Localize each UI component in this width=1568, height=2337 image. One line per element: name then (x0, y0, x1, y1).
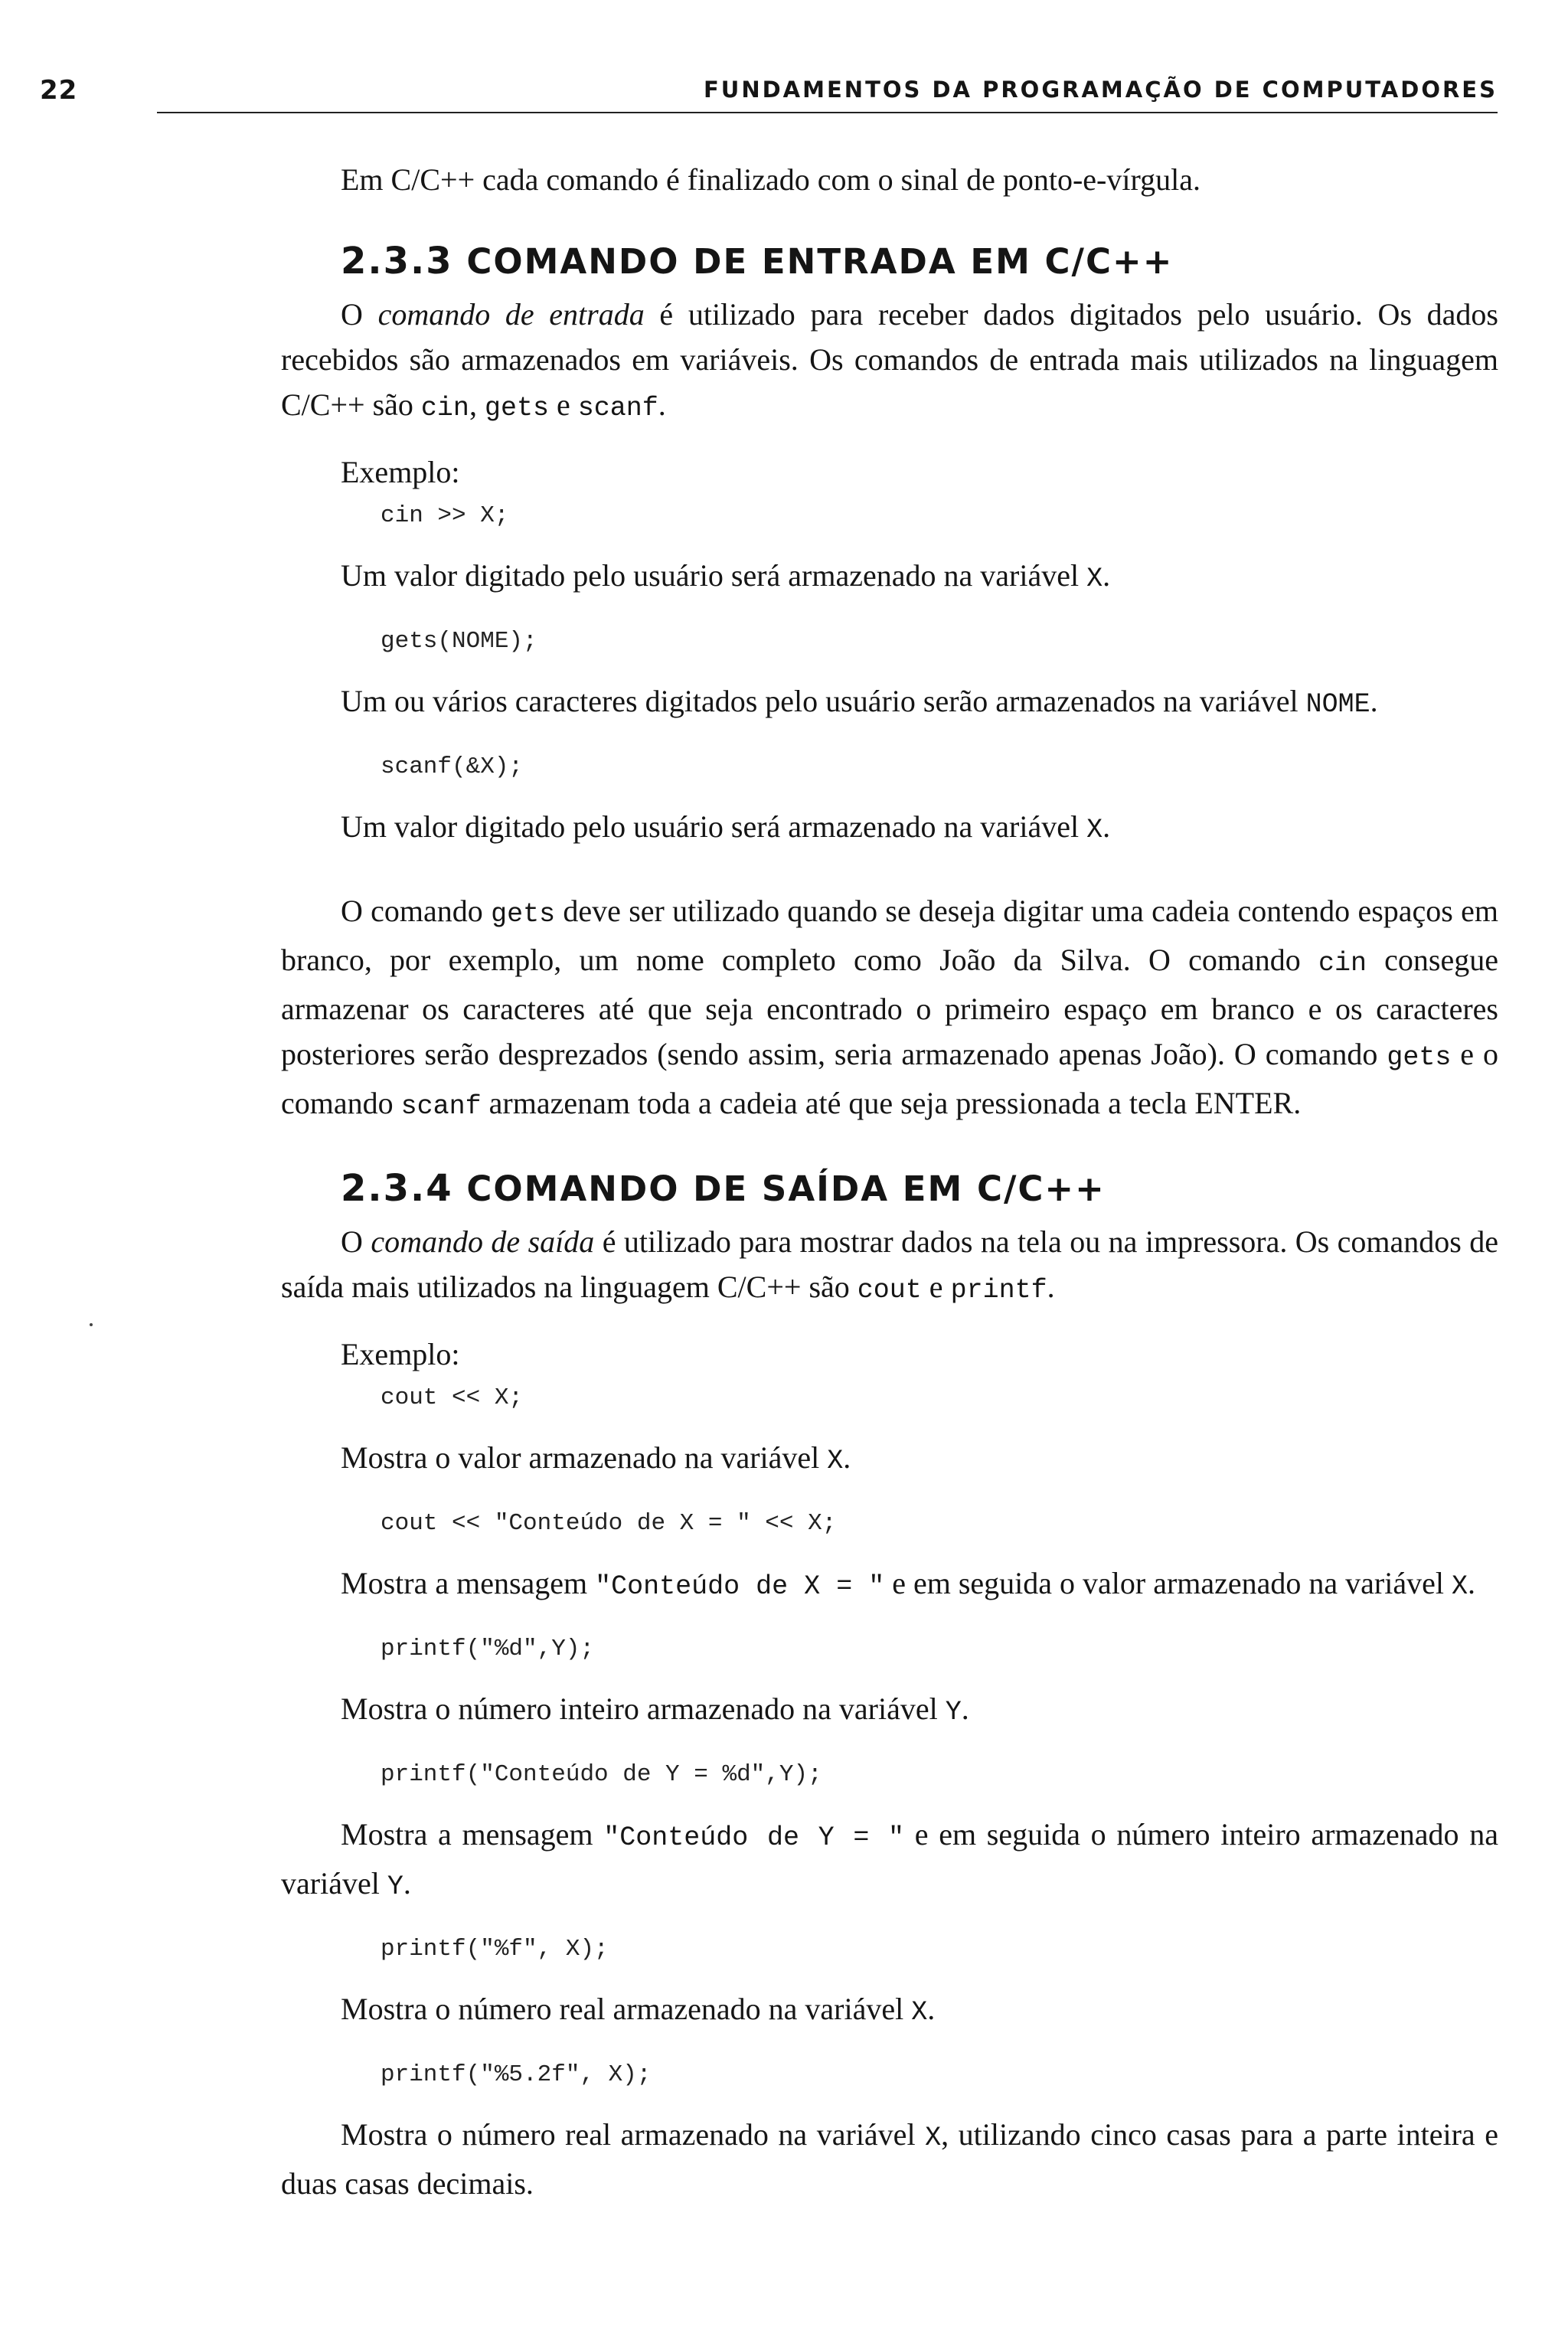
text-run: Um valor digitado pelo usuário será armazenado na variável (341, 809, 1087, 844)
text-run: Um valor digitado pelo usuário será armazenado na variável (341, 558, 1087, 593)
term-emphasis: comando de saída (371, 1224, 595, 1259)
text-run: Mostra o número real armazenado na variável (341, 1992, 912, 2026)
page-number: 22 (40, 75, 78, 106)
text-run: . (843, 1440, 851, 1475)
section-heading-input (341, 237, 1498, 286)
text-run: é utilizado para mostrar dados na tela ou na impressora. Os comandos de saída mais utilizados na linguagem C/C++ são (281, 1224, 1499, 1304)
section-number: 2.3.4 (341, 1167, 453, 1210)
text-run: . (1102, 809, 1111, 844)
text-run: . (403, 1866, 411, 1901)
example-label: Exemplo: (341, 1337, 460, 1371)
example-description (281, 2112, 1498, 2206)
code-example: scanf(&X); (381, 753, 524, 780)
inline-code: gets (484, 393, 549, 423)
example-label: Exemplo: (341, 455, 460, 489)
code-example: printf("%f", X); (381, 1936, 609, 1963)
text-run: é utilizado para receber dados digitados pelo usuário. Os dados recebidos são armazenados em variáveis. Os comandos de entrada mais utilizados na linguagem C/C++ são (281, 297, 1499, 422)
code-example: printf("%d",Y); (381, 1636, 595, 1662)
header-rule (157, 112, 1498, 113)
inline-code: X (827, 1446, 844, 1476)
inline-code: cin (420, 393, 469, 423)
text-run: Mostra o número inteiro armazenado na variável (341, 1691, 946, 1726)
example-description (281, 678, 1498, 727)
text-run: , (469, 387, 485, 422)
term-emphasis: comando de entrada (377, 297, 645, 332)
text-run: Mostra a mensagem (341, 1817, 604, 1852)
section-title: COMANDO DE SAÍDA EM C/C++ (466, 1168, 1106, 1209)
text-run: O (341, 1224, 371, 1259)
section-heading-output (341, 1165, 1498, 1213)
text-run: O (341, 297, 378, 332)
example-description (281, 1686, 1498, 1735)
text-run: Mostra o valor armazenado na variável (341, 1440, 828, 1475)
text-run: Mostra a mensagem (341, 1566, 596, 1600)
inline-code: X (925, 2123, 942, 2153)
text-run: e em seguida o número inteiro armazenado na variável (281, 1817, 1498, 1901)
inline-code: NOME (1305, 689, 1370, 720)
example-description (281, 804, 1498, 853)
inline-code: scanf (400, 1091, 482, 1122)
example-description (281, 1435, 1498, 1484)
text-run: O comando (341, 894, 492, 928)
text-run: . (1047, 1270, 1055, 1304)
code-example: cout << "Conteúdo de X = " << X; (381, 1510, 837, 1537)
text-run: . (927, 1992, 936, 2026)
text-run: Mostra o número real armazenado na variável (341, 2117, 926, 2152)
section-number: 2.3.3 (341, 240, 453, 283)
intro-sentence: Em C/C++ cada comando é finalizado com o sinal de ponto-e-vírgula. (341, 162, 1200, 197)
text-run: Um ou vários caracteres digitados pelo usuário serão armazenados na variável (341, 684, 1306, 718)
example-description (281, 1561, 1498, 1610)
inline-code: "Conteúdo de Y = " (603, 1822, 905, 1853)
code-example: cin >> X; (381, 502, 509, 529)
output-intro-paragraph (281, 1219, 1498, 1313)
running-header: FUNDAMENTOS DA PROGRAMAÇÃO DE COMPUTADORES (703, 77, 1498, 103)
example-description (281, 553, 1498, 602)
inline-code: printf (950, 1275, 1047, 1306)
text-run: . (1467, 1566, 1475, 1600)
example-description (281, 1986, 1498, 2035)
inline-code: Y (945, 1697, 962, 1727)
inline-code: gets (1387, 1042, 1452, 1073)
text-run: deve ser utilizado quando se deseja digitar uma cadeia contendo espaços em branco, por exemplo, um nome completo como João da Silva. O comando (281, 894, 1498, 977)
code-example: gets(NOME); (381, 628, 537, 655)
inline-code: X (911, 1997, 928, 2028)
text-run: . (1102, 558, 1111, 593)
section-title: COMANDO DE ENTRADA EM C/C++ (466, 241, 1174, 282)
input-explanation-paragraph (281, 888, 1498, 1129)
example-description (281, 1812, 1498, 1910)
code-example: printf("Conteúdo de Y = %d",Y); (381, 1761, 822, 1788)
code-example: printf("%5.2f", X); (381, 2061, 652, 2088)
inline-code: X (1451, 1571, 1468, 1602)
inline-code: X (1086, 564, 1103, 594)
text-run: consegue armazenar os caracteres até que seja encontrado o primeiro espaço em branco e os caracteres posteriores serão desprezados (sendo assim, seria armazenado apenas João). O comando (281, 943, 1499, 1071)
code-example: cout << X; (381, 1384, 524, 1411)
text-run: . (961, 1691, 969, 1726)
text-run: . (658, 387, 666, 422)
inline-code: cout (857, 1275, 922, 1306)
text-run: e (548, 387, 578, 422)
inline-code: X (1086, 815, 1103, 845)
inline-code: gets (491, 899, 556, 930)
text-run: e em seguida o valor armazenado na variável (884, 1566, 1452, 1600)
inline-code: cin (1318, 948, 1367, 979)
inline-code: "Conteúdo de X = " (595, 1571, 885, 1602)
inline-code: scanf (577, 393, 658, 423)
input-intro-paragraph (281, 292, 1498, 431)
text-run: e (921, 1270, 951, 1304)
text-run: e o comando (281, 1037, 1498, 1120)
page-content (281, 157, 1498, 2206)
text-run: . (1370, 684, 1378, 718)
text-run: , utilizando cinco casas para a parte inteira e duas casas decimais. (281, 2117, 1498, 2201)
text-run: armazenam toda a cadeia até que seja pressionada a tecla ENTER. (481, 1086, 1302, 1120)
inline-code: Y (387, 1871, 403, 1902)
stray-mark (90, 1323, 93, 1326)
